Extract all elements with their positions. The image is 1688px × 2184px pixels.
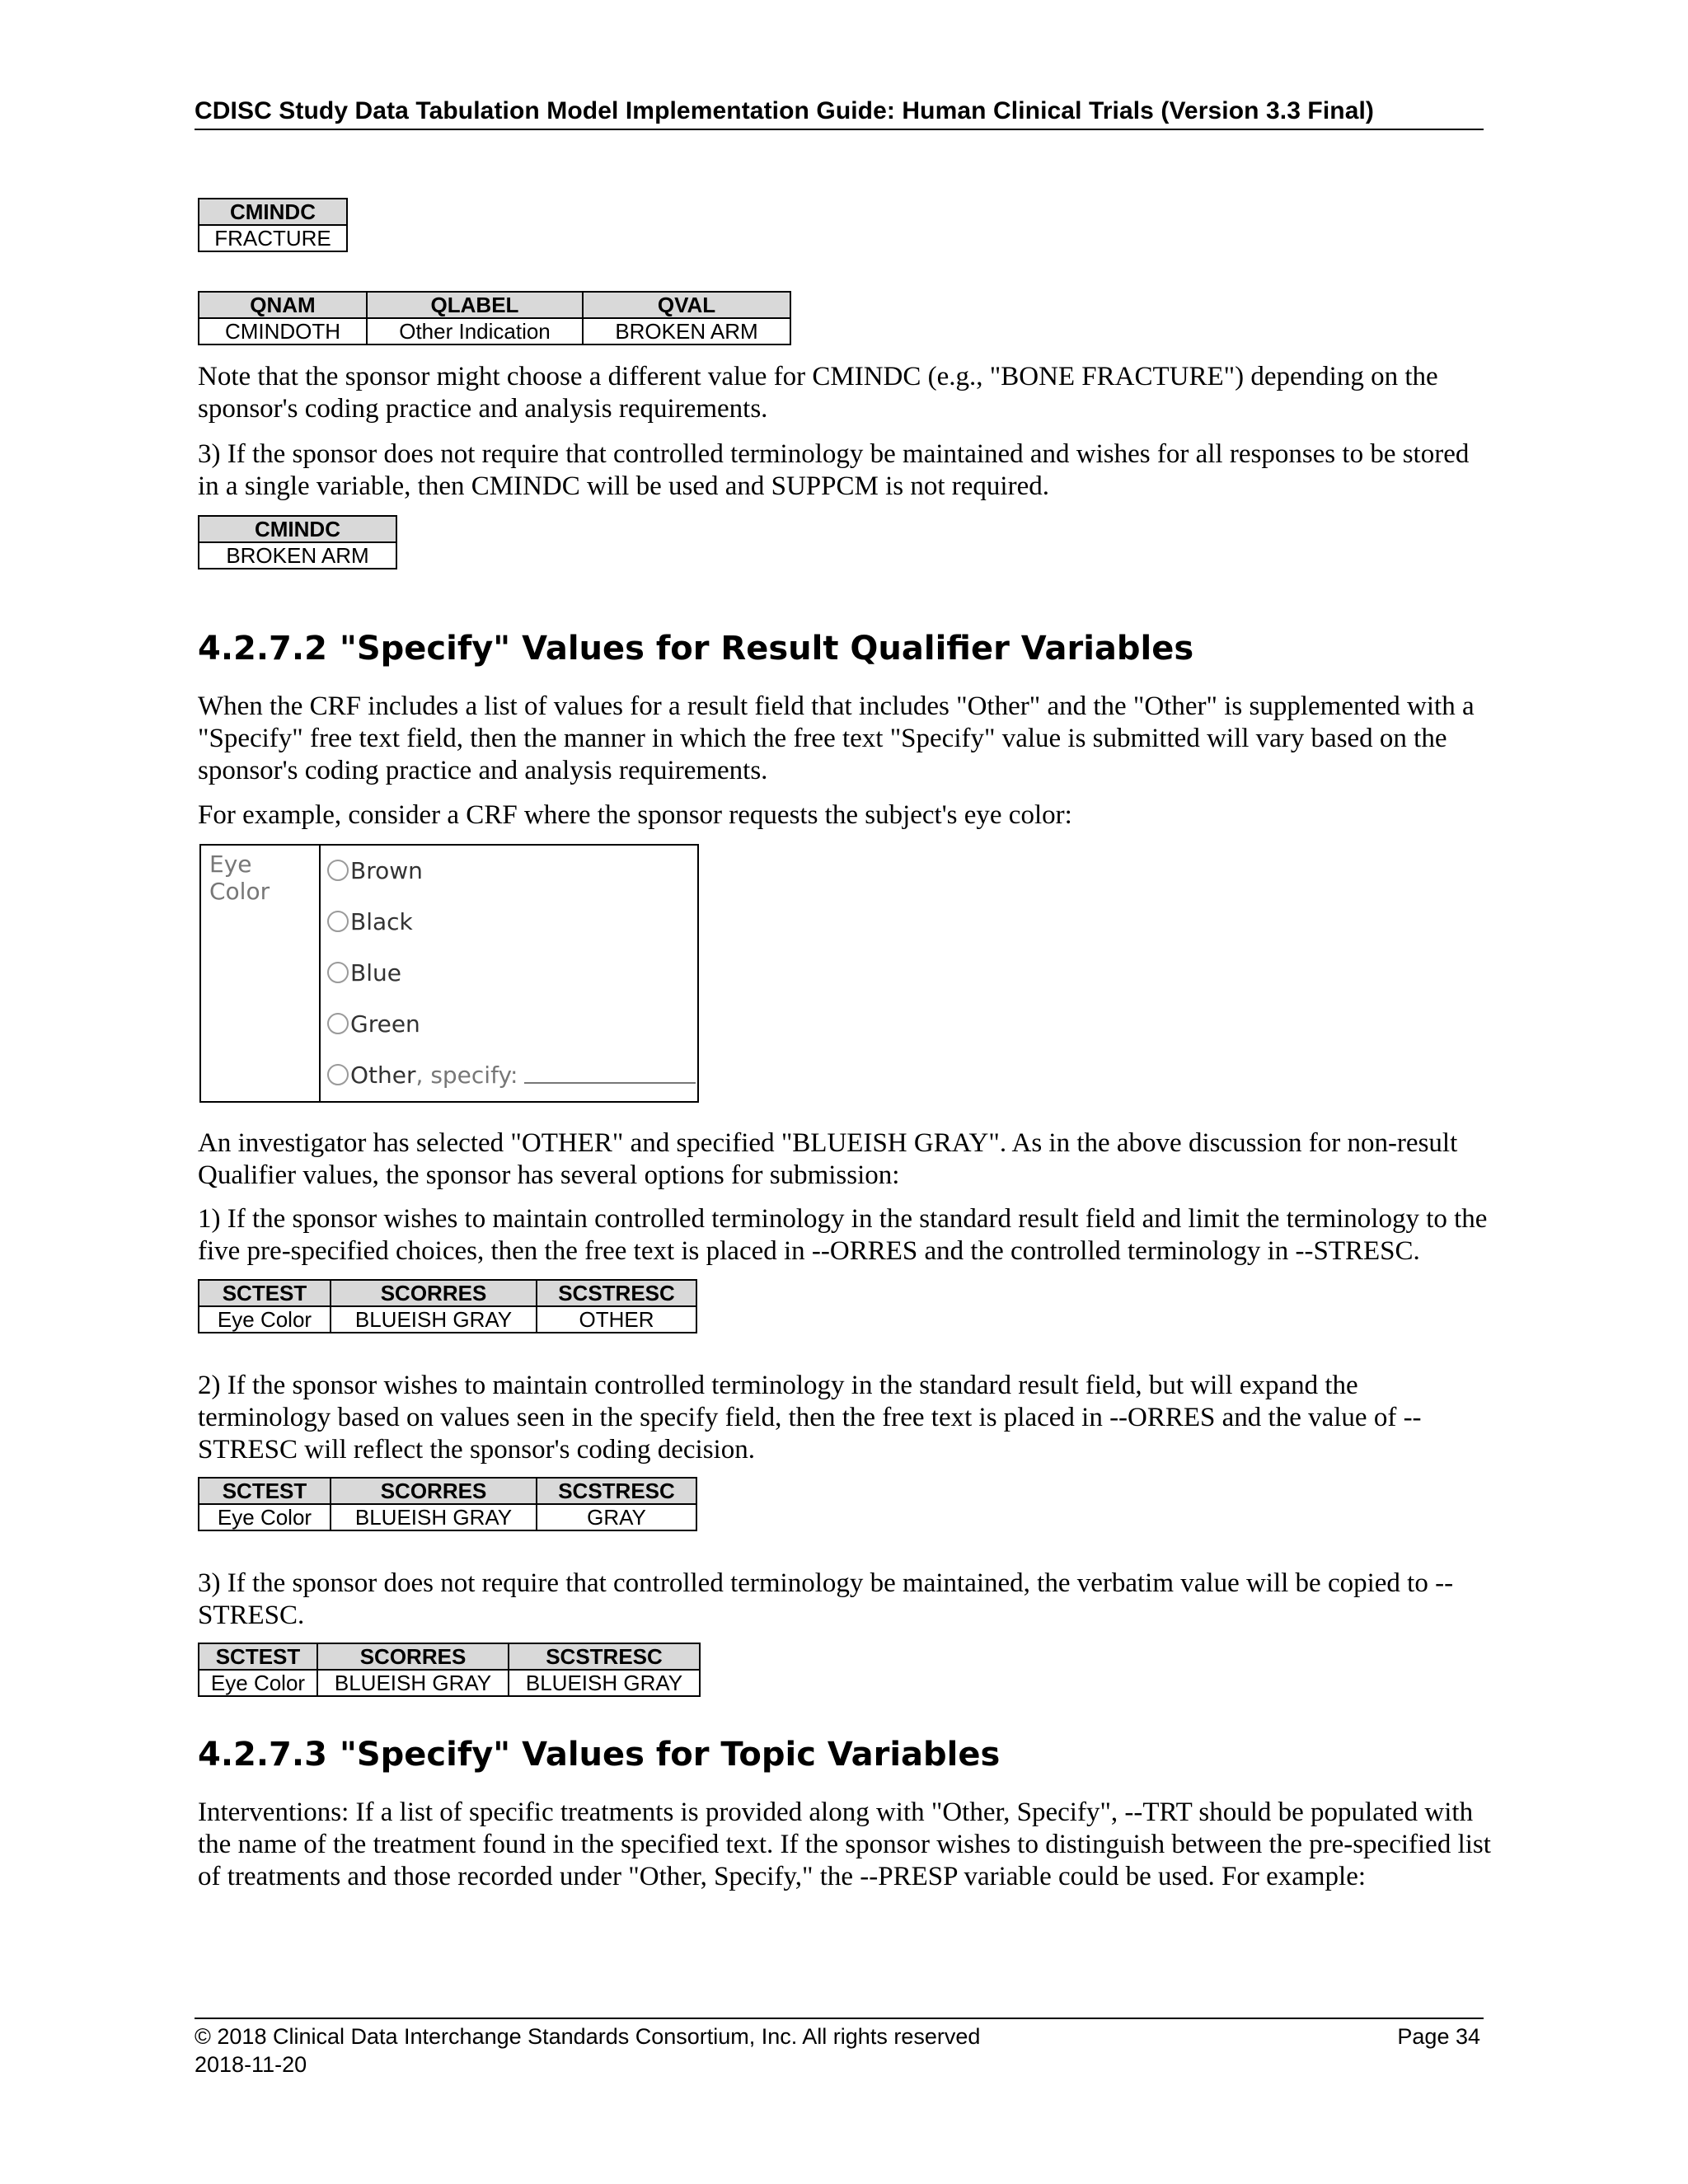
column-header: QVAL bbox=[583, 292, 790, 318]
column-header: SCSTRESC bbox=[509, 1643, 700, 1670]
table-cell: BLUEISH GRAY bbox=[317, 1670, 509, 1696]
footer-rule bbox=[195, 2018, 1484, 2019]
section-heading-4-2-7-2 bbox=[198, 630, 1193, 668]
column-header: CMINDC bbox=[199, 516, 396, 542]
crf-eye-color-form bbox=[199, 844, 699, 1103]
radio-option-other[interactable] bbox=[327, 1060, 696, 1090]
table-cell: BROKEN ARM bbox=[583, 318, 790, 344]
paragraph-interventions: Interventions: If a list of specific treatments is provided along with "Other, Specify", --TRT should be populated with the name of the treatment found in the specified text. If the sponsor wishes to distinguish between the pre-specified list of treatments and those recorded under "Other, Specify," the --PRESP variable could be used. For example: bbox=[198, 1797, 1491, 1891]
column-header: SCORRES bbox=[331, 1280, 537, 1306]
column-header: SCTEST bbox=[199, 1280, 331, 1306]
table-cell: BLUEISH GRAY bbox=[331, 1306, 537, 1333]
section-number: 4.2.7.3 bbox=[198, 1736, 327, 1774]
footer-copyright: © 2018 Clinical Data Interchange Standards Consortium, Inc. All rights reserved bbox=[195, 2024, 981, 2049]
column-header: CMINDC bbox=[199, 199, 347, 225]
radio-option-green[interactable] bbox=[327, 1009, 420, 1038]
table-cmindc-broken-arm bbox=[198, 515, 397, 569]
radio-circle-icon bbox=[327, 1013, 349, 1034]
column-header: SCSTRESC bbox=[537, 1478, 696, 1504]
radio-circle-icon bbox=[327, 911, 349, 932]
table-cell: FRACTURE bbox=[199, 225, 347, 251]
table-cell: BLUEISH GRAY bbox=[331, 1504, 537, 1530]
specify-blank-field[interactable] bbox=[524, 1066, 696, 1084]
section-number: 4.2.7.2 bbox=[198, 630, 327, 668]
column-header: SCORRES bbox=[317, 1643, 509, 1670]
table-sc-option1 bbox=[198, 1279, 697, 1333]
section-title: "Specify" Values for Result Qualifier Variables bbox=[340, 630, 1194, 668]
running-header: CDISC Study Data Tabulation Model Implementation Guide: Human Clinical Trials (Version 3.3 Final) bbox=[195, 97, 1375, 124]
column-header: SCORRES bbox=[331, 1478, 537, 1504]
column-header: SCSTRESC bbox=[537, 1280, 696, 1306]
table-cell: CMINDOTH bbox=[199, 318, 367, 344]
column-header: SCTEST bbox=[199, 1643, 317, 1670]
table-cell: BROKEN ARM bbox=[199, 542, 396, 569]
paragraph-crf-intro: When the CRF includes a list of values for a result field that includes "Other" and the "Other" is supplemented with a "Specify" free text field, then the manner in which the free text "Specify" value is submitted will vary based on the sponsor's coding practice and analysis requirements. bbox=[198, 691, 1475, 785]
radio-label: Blue bbox=[350, 958, 401, 987]
crf-field-label: Eye Color bbox=[201, 846, 321, 1101]
table-cell: Eye Color bbox=[199, 1504, 331, 1530]
radio-circle-icon bbox=[327, 860, 349, 881]
paragraph-investigator: An investigator has selected "OTHER" and specified "BLUEISH GRAY". As in the above discussion for non-result Qualifier values, the sponsor has several options for submission: bbox=[198, 1128, 1458, 1190]
table-sc-option3 bbox=[198, 1643, 701, 1697]
section-heading-4-2-7-3 bbox=[198, 1736, 1000, 1774]
column-header: QLABEL bbox=[367, 292, 583, 318]
table-cell: OTHER bbox=[537, 1306, 696, 1333]
column-header: SCTEST bbox=[199, 1478, 331, 1504]
radio-label: Green bbox=[350, 1010, 420, 1038]
table-sc-option2 bbox=[198, 1477, 697, 1531]
footer-date: 2018-11-20 bbox=[195, 2052, 307, 2077]
radio-option-blue[interactable] bbox=[327, 958, 401, 987]
paragraph-option3-cm: 3) If the sponsor does not require that controlled terminology be maintained and wishes for all responses to be stored in a single variable, then CMINDC will be used and SUPPCM is not required. bbox=[198, 439, 1470, 501]
table-cell: Eye Color bbox=[199, 1306, 331, 1333]
header-rule bbox=[195, 129, 1484, 130]
table-supp-qualifiers bbox=[198, 291, 791, 345]
crf-options bbox=[321, 846, 697, 1101]
paragraph-note: Note that the sponsor might choose a different value for CMINDC (e.g., "BONE FRACTURE") depending on the sponsor's coding practice and analysis requirements. bbox=[198, 362, 1438, 424]
radio-circle-icon bbox=[327, 1064, 349, 1085]
radio-option-black[interactable] bbox=[327, 907, 413, 936]
paragraph-option1: 1) If the sponsor wishes to maintain controlled terminology in the standard result field and limit the terminology to the five pre-specified choices, then the free text is placed in --ORRES and the controlled terminology in --STRESC. bbox=[198, 1204, 1488, 1266]
radio-label: Black bbox=[350, 907, 413, 935]
paragraph-option3: 3) If the sponsor does not require that controlled terminology be maintained, the verbatim value will be copied to --STRESC. bbox=[198, 1568, 1454, 1630]
paragraph-example: For example, consider a CRF where the sponsor requests the subject's eye color: bbox=[198, 800, 1072, 830]
table-cell: GRAY bbox=[537, 1504, 696, 1530]
radio-option-brown[interactable] bbox=[327, 855, 423, 885]
specify-label: , specify: bbox=[415, 1061, 518, 1089]
paragraph-option2: 2) If the sponsor wishes to maintain controlled terminology in the standard result field, but will expand the terminology based on values seen in the specify field, then the free text is placed in --ORRES and the value of --STRESC will reflect the sponsor's coding decision. bbox=[198, 1371, 1422, 1465]
table-cmindc-fracture bbox=[198, 198, 348, 252]
radio-label: Other bbox=[350, 1061, 416, 1089]
radio-label: Brown bbox=[350, 856, 423, 884]
table-cell: BLUEISH GRAY bbox=[509, 1670, 700, 1696]
footer-page-number: Page 34 bbox=[1397, 2024, 1480, 2049]
radio-circle-icon bbox=[327, 962, 349, 983]
section-title: "Specify" Values for Topic Variables bbox=[340, 1736, 1001, 1774]
column-header: QNAM bbox=[199, 292, 367, 318]
table-cell: Eye Color bbox=[199, 1670, 317, 1696]
table-cell: Other Indication bbox=[367, 318, 583, 344]
